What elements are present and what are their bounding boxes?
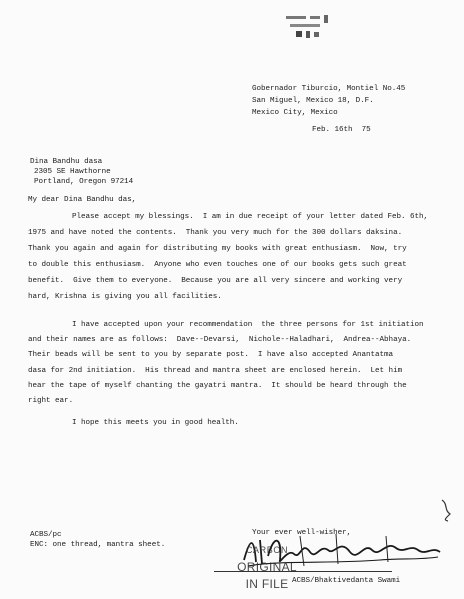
body-line: hard, Krishna is giving you all facilities.: [28, 293, 222, 301]
body-line: and their names are as follows: Dave--Devarsi, Nichole--Haladhari, Andrea--Abhaya.: [28, 336, 412, 344]
body-line: dasa for 2nd initiation. His thread and mantra sheet are enclosed herein. Let him: [28, 367, 403, 375]
body-line: benefit. Give them to everyone. Because you are all very sincere and working very: [28, 277, 403, 285]
stamp-in-file: IN FILE: [245, 577, 289, 591]
salutation: My dear Dina Bandhu das,: [28, 196, 137, 204]
body-line: Their beads will be sent to you by separate post. I have also accepted Anantatma: [28, 351, 394, 359]
recipient-street: 2305 SE Hawthorne: [34, 168, 111, 176]
reference-initials: ACBS/pc: [30, 531, 62, 539]
address-line-2: San Miguel, Mexico 18, D.F.: [252, 97, 374, 105]
enclosure-note: ENC: one thread, mantra sheet.: [30, 541, 166, 549]
address-line-1: Gobernador Tiburcio, Montiel No.45: [252, 85, 406, 93]
recipient-name: Dina Bandhu dasa: [30, 158, 103, 166]
body-line: I have accepted upon your recommendation the three persons for 1st initiation: [72, 321, 424, 329]
body-line: Please accept my blessings. I am in due receipt of your letter dated Feb. 6th,: [72, 213, 429, 221]
body-line: to double this enthusiasm. Anyone who even touches one of our books gets such great: [28, 261, 407, 269]
letter-date: Feb. 16th 75: [312, 126, 371, 134]
archive-mark-icon: [282, 14, 338, 44]
stamp-carbon: CARBON: [245, 545, 289, 555]
address-line-3: Mexico City, Mexico: [252, 109, 338, 117]
body-line: I hope this meets you in good health.: [72, 419, 239, 427]
scan-mark-icon: [440, 498, 452, 522]
body-line: 1975 and have noted the contents. Thank you very much for the 300 dollars daksina.: [28, 229, 403, 237]
recipient-city: Portland, Oregon 97214: [34, 178, 134, 186]
body-line: right ear.: [28, 397, 74, 405]
closing: Your ever well-wisher,: [252, 529, 352, 537]
body-line: hear the tape of myself chanting the gayatri mantra. It should be heard through the: [28, 382, 407, 390]
stamp-original: ORIGINAL: [237, 560, 297, 574]
body-line: Thank you again and again for distributing my books with great enthusiasm. Now, try: [28, 245, 407, 253]
signature-name: ACBS/Bhaktivedanta Swami: [292, 577, 401, 585]
